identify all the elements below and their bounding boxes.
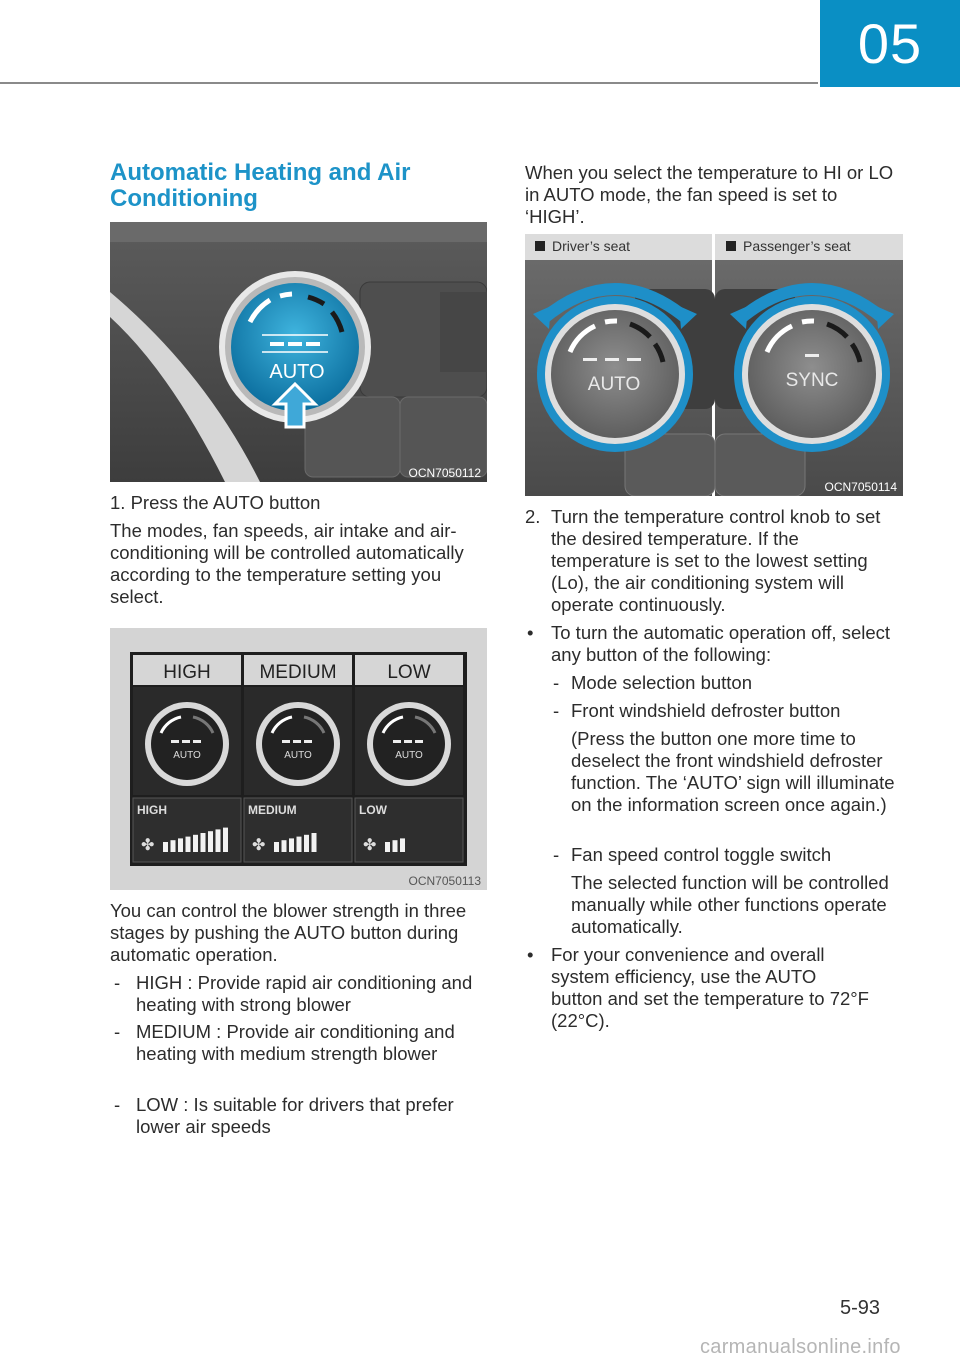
knob-face (151, 708, 223, 780)
fan-bar-segment (327, 829, 332, 852)
fan-bar-segment (423, 833, 428, 852)
figure-temperature-knobs (525, 234, 903, 496)
fan-bar-segment (223, 828, 228, 852)
bullet-marker: • (527, 622, 534, 643)
dash-marker: - (114, 1094, 121, 1115)
bullet-marker: • (527, 944, 534, 965)
fan-bar-segment (408, 837, 413, 852)
auto-knob-label: AUTO (587, 374, 641, 395)
fan-bar-segment (297, 837, 302, 852)
auto-label: AUTO (269, 361, 325, 383)
figure-caption: OCN7050112 (408, 466, 481, 480)
fan-icon: ✤ (141, 835, 155, 854)
knob-face (262, 708, 334, 780)
drivers-seat-label: Driver’s seat (552, 238, 631, 254)
knob-dash (193, 740, 201, 743)
knob-dash (304, 740, 312, 743)
knob-face (373, 708, 445, 780)
page-number: 5-93 (840, 1297, 881, 1319)
fan-bar-segment (430, 831, 435, 852)
fan-bar-label: HIGH (137, 803, 167, 817)
watermark: carmanualsonline.info (700, 1336, 901, 1358)
knob-dash (404, 740, 412, 743)
fan-bar-segment (415, 835, 420, 852)
dash-marker: - (553, 700, 560, 721)
fan-bar-segment (289, 838, 294, 852)
figure-caption: OCN7050113 (408, 874, 481, 888)
level-header: HIGH (163, 662, 211, 683)
knob-dash (171, 740, 179, 743)
fan-bar-segment (438, 829, 443, 852)
fan-bar-segment (445, 828, 450, 852)
fan-bar-segment (393, 840, 398, 852)
temperature-knobs-illustration (525, 234, 903, 496)
fan-bar-segment (193, 835, 198, 852)
level-header: MEDIUM (259, 662, 337, 683)
dash-marker: - (114, 972, 121, 993)
dash-marker: - (114, 1021, 121, 1042)
figure-caption: OCN7050114 (824, 480, 897, 494)
fan-bar-segment (186, 837, 191, 852)
paragraph-hi-lo: When you select the temperature to HI or LO in AUTO mode, the fan speed is set to ‘HIGH’. (525, 162, 894, 227)
fan-bar-segment (319, 831, 324, 852)
dash-marker: - (553, 672, 560, 693)
step-1: 1. Press the AUTO button (110, 492, 321, 513)
fan-bar-segment (201, 833, 206, 852)
fan-speed-note: The selected function will be controlled manually while other functions operate automatically. (571, 872, 889, 937)
fan-bar-segment (171, 840, 176, 852)
fan-bar-segment (312, 833, 317, 852)
knob-dash (293, 740, 301, 743)
knob-label: AUTO (395, 750, 423, 761)
section-title: Automatic Heating and Air Conditioning (110, 159, 411, 212)
fan-icon: ✤ (363, 835, 377, 854)
paragraph-modes: The modes, fan speeds, air intake and air-conditioning will be controlled automatically according to the temperature setting you select. (110, 520, 464, 607)
level-header: LOW (387, 662, 431, 683)
knob-dash (415, 740, 423, 743)
passengers-seat-label: Passenger’s seat (743, 238, 851, 254)
figure-blower-strength (110, 628, 487, 890)
fan-bar-segment (334, 828, 339, 852)
step-number: 2. (525, 506, 541, 527)
header-rule (0, 82, 818, 84)
fan-bar-segment (163, 842, 168, 852)
knob-dash (282, 740, 290, 743)
fan-bar-segment (385, 842, 390, 852)
fan-icon: ✤ (252, 835, 266, 854)
fan-bar-segment (304, 835, 309, 852)
fan-bar-segment (274, 842, 279, 852)
fan-bar-segment (400, 838, 405, 852)
fan-bar-label: LOW (359, 803, 387, 817)
knob-label: AUTO (173, 750, 201, 761)
fan-bar-segment (216, 829, 221, 852)
knob-dash (393, 740, 401, 743)
fan-bar-segment (178, 838, 183, 852)
knob-dash (182, 740, 190, 743)
fan-bar-label: MEDIUM (248, 803, 297, 817)
paragraph-blower: You can control the blower strength in three stages by pushing the AUTO button during automatic operation. (110, 900, 467, 965)
defroster-note: (Press the button one more time to deselect the front windshield defroster function. The ‘AUTO’ sign will illuminate on the information screen once again.) (571, 728, 895, 815)
figure-auto-button (110, 222, 487, 482)
dash-marker: - (553, 844, 560, 865)
auto-button-illustration (110, 222, 487, 482)
blower-panels (110, 628, 487, 890)
knob-label: AUTO (284, 750, 312, 761)
fan-bar-segment (208, 831, 213, 852)
fan-bar-segment (282, 840, 287, 852)
sync-knob-label: SYNC (785, 370, 839, 391)
chapter-tab: 05 (820, 0, 960, 87)
